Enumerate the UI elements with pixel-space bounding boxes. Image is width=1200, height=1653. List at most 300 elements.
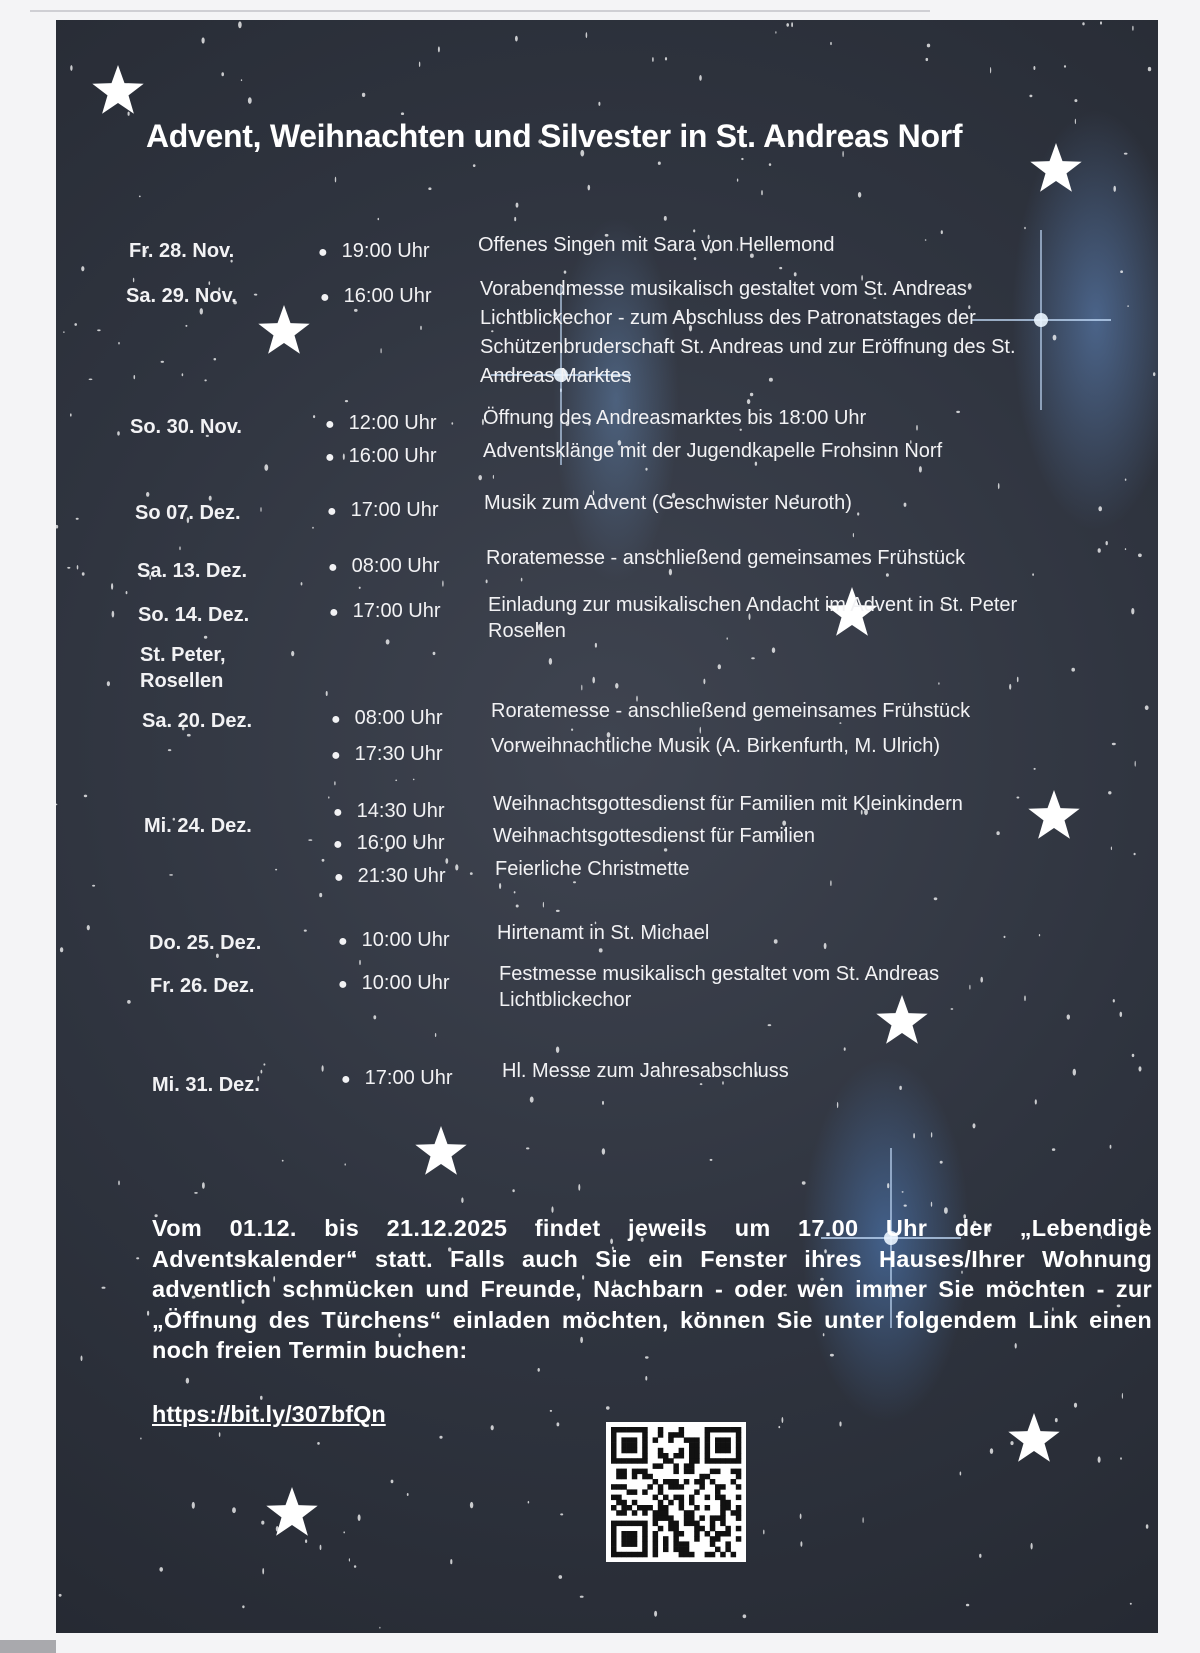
dust-speck: [118, 1181, 120, 1186]
qr-module: [637, 1552, 643, 1558]
dust-speck: [737, 179, 738, 182]
star-icon: [266, 1487, 317, 1536]
qr-module: [653, 1510, 659, 1516]
dust-speck: [63, 331, 64, 333]
qr-module: [663, 1547, 669, 1553]
qr-module: [673, 1536, 679, 1542]
qr-module: [621, 1510, 627, 1516]
dust-speck: [1010, 1441, 1013, 1445]
dust-speck: [741, 158, 743, 160]
qr-module: [710, 1515, 716, 1521]
qr-module: [736, 1427, 742, 1433]
qr-module: [611, 1453, 617, 1459]
qr-module: [653, 1437, 659, 1443]
qr-module: [684, 1479, 690, 1485]
dust-speck: [543, 902, 544, 908]
qr-module: [725, 1448, 731, 1454]
scan-edge-top: [30, 10, 930, 12]
dust-speck: [335, 177, 336, 183]
qr-module: [637, 1427, 643, 1433]
dust-speck: [786, 23, 789, 27]
dust-speck: [800, 1541, 802, 1547]
dust-speck: [559, 1575, 563, 1579]
qr-module: [679, 1484, 685, 1490]
dust-speck: [588, 185, 591, 191]
qr-module: [705, 1453, 711, 1459]
dust-speck: [478, 475, 482, 480]
qr-module: [621, 1427, 627, 1433]
star-icon: [258, 305, 309, 354]
qr-module: [668, 1515, 674, 1521]
star-icon: [415, 1126, 466, 1175]
qr-module: [668, 1479, 674, 1485]
dust-speck: [111, 583, 113, 590]
qr-module: [647, 1474, 653, 1480]
qr-module: [647, 1484, 653, 1490]
dust-speck: [560, 1513, 563, 1515]
dust-speck: [420, 326, 422, 330]
qr-module: [725, 1526, 731, 1532]
dust-speck: [512, 1189, 514, 1192]
dust-speck: [1055, 1418, 1058, 1422]
qr-module: [642, 1474, 648, 1480]
qr-module: [621, 1458, 627, 1464]
event-time: ● 16:00 Uhr: [325, 445, 437, 467]
event-description: Roratemesse - anschließend gemeinsames Frühstück: [491, 700, 971, 722]
dust-speck: [473, 164, 476, 167]
qr-module: [653, 1479, 659, 1485]
qr-module: [689, 1448, 695, 1454]
dust-speck: [557, 1422, 560, 1426]
dust-speck: [931, 1132, 932, 1137]
qr-module: [632, 1469, 638, 1475]
qr-module: [637, 1521, 643, 1527]
qr-module: [736, 1536, 742, 1542]
dust-speck: [439, 1436, 442, 1439]
qr-module: [611, 1495, 617, 1501]
qr-module: [658, 1432, 664, 1438]
dust-speck: [345, 400, 348, 402]
event-time: ● 17:30 Uhr: [331, 743, 443, 765]
dust-speck: [550, 1410, 552, 1412]
dust-speck: [592, 677, 595, 684]
dust-speck: [317, 1442, 320, 1445]
dust-speck: [455, 864, 458, 870]
dust-speck: [204, 636, 207, 639]
dust-speck: [391, 1480, 394, 1484]
qr-module: [658, 1505, 664, 1511]
qr-module: [632, 1536, 638, 1542]
qr-module: [642, 1547, 648, 1553]
qr-module: [689, 1521, 695, 1527]
dust-speck: [305, 1539, 307, 1543]
qr-module: [679, 1505, 685, 1511]
dust-speck: [1017, 677, 1019, 682]
dust-speck: [322, 859, 325, 862]
qr-module: [653, 1541, 659, 1547]
qr-module: [658, 1453, 664, 1459]
event-time: ● 10:00 Uhr: [338, 929, 450, 951]
dust-speck: [70, 65, 72, 71]
qr-module: [611, 1521, 617, 1527]
qr-module: [653, 1515, 659, 1521]
qr-module: [611, 1536, 617, 1542]
dust-speck: [979, 1554, 981, 1558]
dust-speck: [168, 749, 171, 751]
qr-module: [673, 1479, 679, 1485]
dust-speck: [1132, 26, 1133, 31]
dust-speck: [362, 93, 365, 97]
dust-speck: [1112, 743, 1116, 745]
qr-module: [715, 1458, 721, 1464]
qr-module: [632, 1427, 638, 1433]
qr-module: [642, 1489, 648, 1495]
advent-calendar-notice: Vom 01.12. bis 21.12.2025 findet jeweils um 17.00 Uhr der „Lebendige Adventskalender“ statt. Falls auch Sie ein Fenster ihres Hauses/Ihrer Wohnung adventlich schmücken und Freunde, Nachbarn - oder wen immer Sie möchten - zur „Öffnung des Türchens“ einladen möchten, können Sie unter folgendem Link einen noch freien Termin buchen:: [152, 1215, 1152, 1363]
dust-speck: [802, 1181, 806, 1184]
dust-speck: [769, 163, 771, 166]
dust-speck: [931, 1202, 932, 1207]
qr-module: [725, 1531, 731, 1537]
qr-module: [715, 1531, 721, 1537]
dust-speck: [747, 399, 750, 404]
qr-module: [710, 1479, 716, 1485]
dust-speck: [664, 216, 667, 221]
qr-module: [689, 1458, 695, 1464]
qr-module: [668, 1526, 674, 1532]
dust-speck: [1139, 1066, 1142, 1071]
qr-module: [684, 1547, 690, 1553]
dust-speck: [214, 358, 217, 360]
qr-module: [731, 1458, 737, 1464]
date-label: Fr. 26. Dez.: [150, 975, 255, 997]
dust-speck: [1032, 573, 1034, 576]
dust-speck: [598, 102, 600, 106]
dust-speck: [551, 1206, 553, 1212]
dust-speck: [185, 325, 187, 327]
qr-module: [611, 1443, 617, 1449]
dust-speck: [419, 62, 420, 67]
dust-speck: [899, 1086, 902, 1090]
qr-module: [715, 1489, 721, 1495]
dust-speck: [202, 37, 205, 43]
dust-speck: [515, 36, 518, 42]
dust-speck: [1120, 1012, 1123, 1017]
qr-module: [679, 1453, 685, 1459]
qr-module: [642, 1510, 648, 1516]
qr-module: [637, 1458, 643, 1464]
qr-module: [679, 1427, 685, 1433]
dust-speck: [179, 546, 180, 550]
event-time: ● 17:00 Uhr: [341, 1067, 453, 1089]
dust-speck: [1122, 1393, 1123, 1399]
qr-module: [736, 1448, 742, 1454]
event-time: ● 17:00 Uhr: [327, 499, 439, 521]
qr-module: [627, 1437, 633, 1443]
date-label: So. 30. Nov.: [130, 416, 242, 438]
dust-speck: [1067, 1014, 1070, 1019]
qr-module: [684, 1515, 690, 1521]
qr-module: [668, 1432, 674, 1438]
date-label: So 07. Dez.: [135, 502, 241, 524]
dust-speck: [1153, 372, 1155, 376]
qr-module: [699, 1484, 705, 1490]
dust-speck: [779, 267, 782, 269]
qr-module: [658, 1515, 664, 1521]
qr-module: [684, 1521, 690, 1527]
dust-speck: [926, 58, 929, 61]
qr-module: [684, 1510, 690, 1516]
event-description: Weihnachtsgottesdienst für Familien: [493, 825, 816, 847]
dust-speck: [580, 1596, 584, 1598]
qr-module: [720, 1521, 726, 1527]
qr-module: [725, 1500, 731, 1506]
dust-speck: [514, 217, 516, 221]
dust-speck: [499, 883, 501, 889]
qr-module: [642, 1427, 648, 1433]
dust-speck: [359, 960, 361, 965]
qr-module: [642, 1505, 648, 1511]
dust-speck: [526, 1147, 529, 1149]
qr-module: [642, 1536, 648, 1542]
qr-module: [699, 1479, 705, 1485]
dust-speck: [1113, 186, 1116, 192]
dust-speck: [556, 910, 560, 912]
qr-module: [632, 1443, 638, 1449]
qr-module: [611, 1432, 617, 1438]
dust-speck: [904, 1205, 907, 1207]
qr-module: [616, 1552, 622, 1558]
dust-speck: [645, 1376, 647, 1381]
qr-module: [689, 1453, 695, 1459]
dust-speck: [140, 1438, 141, 1440]
date-label: Sa. 13. Dez.: [137, 560, 248, 582]
dust-speck: [82, 572, 85, 575]
dust-speck: [407, 1493, 409, 1496]
qr-module: [679, 1547, 685, 1553]
qr-module: [621, 1552, 627, 1558]
qr-module: [653, 1521, 659, 1527]
dust-speck: [117, 431, 120, 435]
qr-module: [710, 1552, 716, 1558]
dust-speck: [990, 67, 991, 73]
qr-module: [611, 1547, 617, 1553]
qr-module: [658, 1463, 664, 1469]
dust-speck: [378, 218, 380, 221]
poster: [56, 20, 1158, 1633]
qr-module: [627, 1458, 633, 1464]
qr-module: [673, 1541, 679, 1547]
poster-title: Advent, Weihnachten und Silvester in St. Andreas Norf: [146, 118, 963, 154]
event-description: Öffnung des Andreasmarktes bis 18:00 Uhr: [483, 407, 867, 429]
dust-speck: [1125, 548, 1126, 550]
qr-module: [715, 1536, 721, 1542]
qr-module: [710, 1469, 716, 1475]
qr-module: [621, 1437, 627, 1443]
qr-module: [694, 1531, 700, 1537]
dust-speck: [1127, 305, 1129, 307]
qr-module: [694, 1448, 700, 1454]
dust-speck: [204, 379, 206, 381]
dust-speck: [386, 639, 390, 644]
qr-module: [705, 1474, 711, 1480]
dust-speck: [134, 375, 136, 379]
qr-module: [632, 1541, 638, 1547]
dust-speck: [107, 681, 110, 686]
qr-module: [642, 1521, 648, 1527]
dust-speck: [763, 1530, 764, 1535]
qr-module: [684, 1469, 690, 1475]
dust-speck: [200, 308, 203, 314]
qr-module: [611, 1552, 617, 1558]
qr-module: [642, 1453, 648, 1459]
qr-module: [720, 1437, 726, 1443]
qr-module: [689, 1495, 695, 1501]
dust-speck: [146, 492, 149, 497]
event-description: Musik zum Advent (Geschwister Neuroth): [484, 492, 852, 514]
dust-speck: [313, 415, 315, 418]
dust-speck: [359, 587, 361, 589]
qr-module: [689, 1469, 695, 1475]
qr-module: [725, 1437, 731, 1443]
qr-module: [627, 1536, 633, 1542]
dust-speck: [1035, 1099, 1037, 1104]
qr-module: [627, 1448, 633, 1454]
dust-speck: [221, 72, 224, 76]
event-time: ● 08:00 Uhr: [328, 555, 440, 577]
dust-speck: [87, 925, 90, 930]
qr-module: [653, 1552, 659, 1558]
qr-module: [653, 1531, 659, 1537]
dust-speck: [1100, 21, 1102, 24]
qr-module: [684, 1541, 690, 1547]
dust-speck: [60, 947, 63, 952]
qr-module: [611, 1541, 617, 1547]
dust-speck: [312, 527, 314, 529]
qr-module: [627, 1531, 633, 1537]
qr-module: [653, 1463, 659, 1469]
dust-speck: [322, 1065, 324, 1071]
qr-module: [725, 1443, 731, 1449]
dust-speck: [112, 611, 115, 618]
dust-speck: [186, 1378, 189, 1384]
dust-speck: [1052, 1148, 1055, 1151]
qr-module: [663, 1495, 669, 1501]
qr-module: [632, 1458, 638, 1464]
dust-speck: [81, 1356, 83, 1362]
qr-module: [720, 1443, 726, 1449]
dust-speck: [1146, 1524, 1149, 1529]
star-icon: [1008, 1413, 1059, 1462]
dust-speck: [549, 658, 552, 665]
qr-module: [611, 1526, 617, 1532]
qr-module: [705, 1531, 711, 1537]
qr-module: [632, 1521, 638, 1527]
qr-module: [627, 1489, 633, 1495]
dust-speck: [699, 75, 702, 81]
dust-speck: [187, 734, 191, 737]
dust-speck: [887, 1183, 889, 1188]
dust-speck: [1148, 67, 1151, 71]
date-label: Sa. 20. Dez.: [142, 710, 253, 732]
dust-speck: [282, 1160, 284, 1162]
event-time: ● 14:30 Uhr: [333, 800, 445, 822]
dust-speck: [751, 657, 755, 659]
qr-module: [715, 1495, 721, 1501]
dust-speck: [564, 271, 567, 274]
dust-speck: [263, 1063, 265, 1065]
dust-speck: [343, 1531, 345, 1533]
dust-speck: [718, 664, 721, 669]
dust-speck: [1098, 506, 1102, 511]
dust-speck: [1125, 479, 1127, 481]
dust-speck: [1024, 227, 1026, 230]
dust-speck: [528, 1501, 530, 1504]
event-time: ● 19:00 Uhr: [318, 240, 430, 262]
dust-speck: [919, 466, 922, 472]
qr-module: [694, 1453, 700, 1459]
dust-speck: [652, 57, 654, 62]
qr-module: [736, 1443, 742, 1449]
dust-speck: [56, 804, 57, 806]
qr-module: [621, 1474, 627, 1480]
dust-speck: [973, 1123, 976, 1128]
qr-module: [720, 1427, 726, 1433]
booking-link[interactable]: https://bit.ly/307bfQn: [152, 1401, 386, 1427]
dust-speck: [782, 1417, 784, 1423]
qr-module: [621, 1500, 627, 1506]
dust-speck: [74, 323, 77, 326]
qr-module: [705, 1505, 711, 1511]
dust-speck: [1033, 66, 1035, 70]
dust-speck: [381, 348, 382, 353]
dust-speck: [328, 796, 329, 798]
dust-speck: [435, 1033, 436, 1037]
qr-module: [736, 1484, 742, 1490]
qr-module: [720, 1510, 726, 1516]
dust-speck: [232, 1507, 236, 1513]
dust-speck: [126, 591, 128, 594]
dust-speck: [264, 464, 268, 471]
qr-module: [694, 1536, 700, 1542]
qr-module: [705, 1437, 711, 1443]
dust-speck: [291, 651, 294, 656]
qr-module: [616, 1510, 622, 1516]
dust-speck: [615, 683, 618, 689]
qr-module: [668, 1437, 674, 1443]
qr-module: [627, 1521, 633, 1527]
qr-module: [663, 1541, 669, 1547]
dust-speck: [710, 1159, 713, 1161]
dust-speck: [81, 266, 84, 271]
date-label: So. 14. Dez.: [138, 604, 250, 626]
qr-module: [653, 1547, 659, 1553]
qr-module: [699, 1526, 705, 1532]
qr-module: [731, 1552, 737, 1558]
dust-speck: [102, 1287, 106, 1289]
dust-speck: [242, 1605, 244, 1608]
qr-module: [689, 1552, 695, 1558]
qr-module: [621, 1448, 627, 1454]
qr-module: [658, 1484, 664, 1490]
dust-speck: [938, 682, 939, 685]
event-description: Hl. Messe zum Jahresabschluss: [502, 1060, 789, 1082]
qr-module: [684, 1552, 690, 1558]
qr-module: [673, 1463, 679, 1469]
qr-module: [715, 1547, 721, 1553]
dust-speck: [1071, 668, 1075, 672]
qr-module: [720, 1484, 726, 1490]
qr-module: [621, 1531, 627, 1537]
